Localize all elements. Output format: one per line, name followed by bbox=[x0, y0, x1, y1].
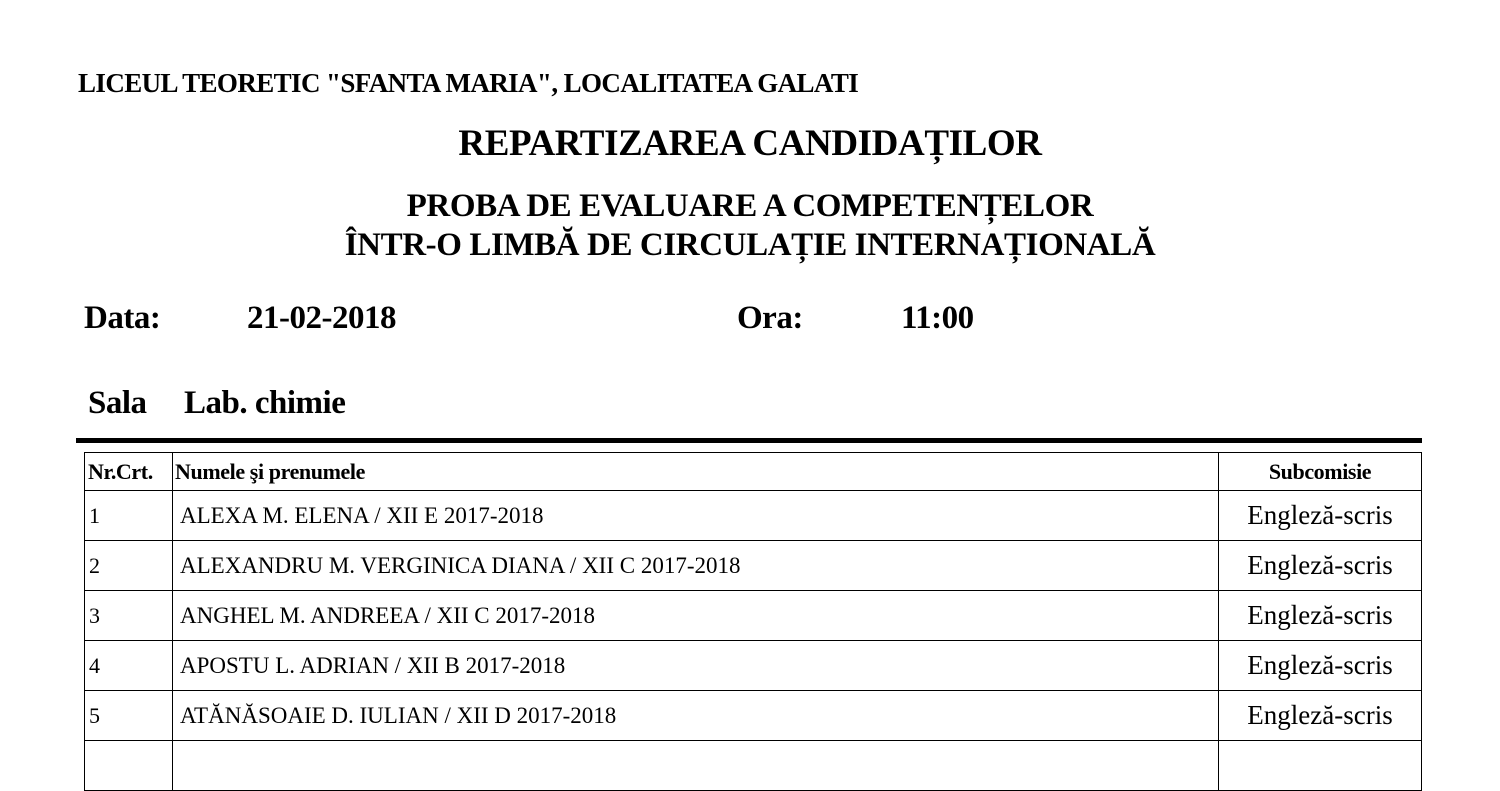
table-row bbox=[85, 541, 1422, 591]
date-label: Data: bbox=[84, 300, 161, 336]
table-row bbox=[85, 591, 1422, 641]
room-value: Lab. chimie bbox=[184, 385, 346, 421]
row-name: ATĂNĂSOAIE D. IULIAN / XII D 2017-2018 bbox=[173, 691, 1219, 741]
row-subcommission: Engleză-scris bbox=[1219, 541, 1422, 591]
exam-subtitle-line-2: ÎNTR-O LIMBĂ DE CIRCULAȚIE INTERNAȚIONALĂ bbox=[344, 227, 1156, 263]
row-name: ALEXA M. ELENA / XII E 2017-2018 bbox=[173, 491, 1219, 541]
row-name: APOSTU L. ADRIAN / XII B 2017-2018 bbox=[173, 641, 1219, 691]
exam-subtitle-line-1: PROBA DE EVALUARE A COMPETENȚELOR bbox=[406, 188, 1094, 224]
row-nr: 3 bbox=[85, 591, 173, 641]
table-row bbox=[85, 491, 1422, 541]
row-nr bbox=[85, 741, 173, 791]
row-subcommission: Engleză-scris bbox=[1219, 691, 1422, 741]
row-name: ANGHEL M. ANDREEA / XII C 2017-2018 bbox=[173, 591, 1219, 641]
date-value: 21-02-2018 bbox=[247, 300, 396, 336]
column-header-nr: Nr.Crt. bbox=[85, 453, 173, 491]
room-label: Sala bbox=[88, 385, 147, 421]
row-subcommission: Engleză-scris bbox=[1219, 491, 1422, 541]
row-subcommission bbox=[1219, 741, 1422, 791]
row-nr: 2 bbox=[85, 541, 173, 591]
row-nr: 1 bbox=[85, 491, 173, 541]
table-header-row bbox=[85, 453, 1422, 491]
header-divider bbox=[76, 438, 1422, 443]
page-title: REPARTIZAREA CANDIDAȚILOR bbox=[458, 123, 1042, 164]
time-value: 11:00 bbox=[901, 300, 974, 336]
time-label: Ora: bbox=[737, 300, 803, 336]
table-row bbox=[85, 741, 1422, 791]
table-row bbox=[85, 691, 1422, 741]
row-name: ALEXANDRU M. VERGINICA DIANA / XII C 2017-2018 bbox=[173, 541, 1219, 591]
column-header-name: Numele şi prenumele bbox=[173, 453, 1219, 491]
row-subcommission: Engleză-scris bbox=[1219, 591, 1422, 641]
table-row bbox=[85, 641, 1422, 691]
row-subcommission: Engleză-scris bbox=[1219, 641, 1422, 691]
row-nr: 4 bbox=[85, 641, 173, 691]
school-name: LICEUL TEORETIC "SFANTA MARIA", LOCALITATEA GALATI bbox=[78, 68, 859, 98]
row-name bbox=[173, 741, 1219, 791]
row-nr: 5 bbox=[85, 691, 173, 741]
column-header-subcommission: Subcomisie bbox=[1219, 453, 1422, 491]
candidates-table bbox=[84, 452, 1422, 791]
